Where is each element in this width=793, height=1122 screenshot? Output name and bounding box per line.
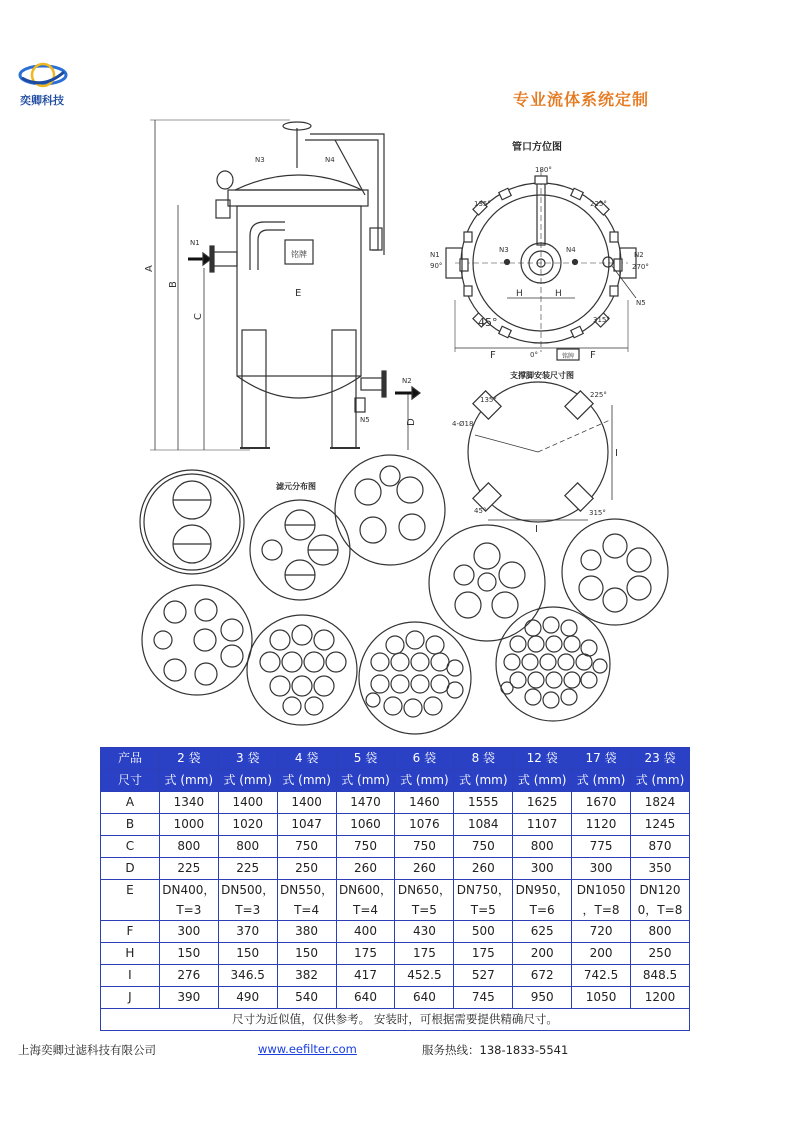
logo-text: 奕卿科技 — [20, 94, 64, 107]
table-cell — [631, 880, 690, 921]
leg-angle-45: 45° — [474, 507, 487, 515]
header-slogan: 专业流体系统定制 — [513, 90, 650, 109]
table-cell: 745 — [454, 987, 513, 1009]
header-cell: 式 (mm) — [454, 770, 513, 792]
angle-45: 45° — [478, 316, 498, 329]
table-cell: 150 — [218, 943, 277, 965]
header-cell: 5 袋 — [336, 748, 395, 770]
footer-website-link[interactable]: www.eefilter.com — [258, 1042, 357, 1056]
table-cell: 775 — [572, 836, 631, 858]
dim-i-horizontal: I — [535, 524, 538, 535]
leg-installation-view — [452, 370, 618, 535]
table-cell: 1824 — [631, 792, 690, 814]
table-cell: 800 — [159, 836, 218, 858]
table-cell: I — [101, 965, 160, 987]
table-cell: F — [101, 921, 160, 943]
table-cell: 1060 — [336, 814, 395, 836]
table-cell: 1670 — [572, 792, 631, 814]
nozzle-n2: N2 — [634, 251, 644, 259]
label-n1: N1 — [190, 239, 200, 247]
angle-180: 180° — [535, 166, 552, 174]
table-cell — [572, 880, 631, 921]
dim-h-left: H — [516, 289, 523, 299]
table-cell: 175 — [395, 943, 454, 965]
table-cell: B — [101, 814, 160, 836]
table-cell-line: T=5 — [411, 903, 437, 917]
table-row — [101, 943, 690, 965]
dim-i-vertical: I — [615, 448, 618, 459]
table-cell: 390 — [159, 987, 218, 1009]
table-cell: 1400 — [277, 792, 336, 814]
dim-e: E — [295, 288, 302, 299]
angle-270: 270° — [632, 263, 649, 271]
table-cell — [513, 880, 572, 921]
table-cell-line: T=3 — [176, 903, 202, 917]
header-cell: 式 (mm) — [572, 770, 631, 792]
table-cell: 1120 — [572, 814, 631, 836]
table-cell-line: ，T=8 — [582, 903, 620, 917]
table-cell: 1555 — [454, 792, 513, 814]
angle-0: 0° — [530, 351, 538, 359]
table-cell: 452.5 — [395, 965, 454, 987]
table-cell: 1050 — [572, 987, 631, 1009]
footer-company: 上海奕卿过滤科技有限公司 — [18, 1043, 156, 1057]
table-cell: 1460 — [395, 792, 454, 814]
table-cell: 1625 — [513, 792, 572, 814]
table-cell: 250 — [277, 858, 336, 880]
table-cell: 400 — [336, 921, 395, 943]
table-cell-line: 0，T=8 — [637, 903, 683, 917]
table-row — [101, 836, 690, 858]
nameplate-label: 铭牌 — [291, 250, 307, 259]
table-cell — [277, 880, 336, 921]
table-row — [101, 792, 690, 814]
table-cell — [336, 880, 395, 921]
table-cell-line: DN1050 — [576, 883, 626, 897]
table-row — [101, 987, 690, 1009]
table-cell: 300 — [159, 921, 218, 943]
table-cell: 1076 — [395, 814, 454, 836]
header-cell: 4 袋 — [277, 748, 336, 770]
table-row — [101, 880, 690, 921]
element-view-title: 滤元分布图 — [276, 482, 316, 491]
table-cell: 870 — [631, 836, 690, 858]
table-cell: 1000 — [159, 814, 218, 836]
table-cell: 848.5 — [631, 965, 690, 987]
table-cell: 1020 — [218, 814, 277, 836]
footer-hotline: 服务热线：138-1833-5541 — [422, 1043, 569, 1057]
dim-h-right: H — [555, 289, 562, 299]
nozzle-orientation-view — [430, 140, 649, 361]
header-cell: 8 袋 — [454, 748, 513, 770]
header-cell: 式 (mm) — [159, 770, 218, 792]
table-cell-line: T=4 — [352, 903, 379, 917]
angle-135: 135° — [474, 200, 491, 208]
table-cell: 640 — [395, 987, 454, 1009]
table-cell: 150 — [159, 943, 218, 965]
table-cell-line: T=3 — [235, 903, 261, 917]
nozzle-n4: N4 — [566, 246, 576, 254]
table-note: 尺寸为近似值，仅供参考。 安装时，可根据需要提供精确尺寸。 — [101, 1009, 690, 1031]
table-cell-line: DN600， — [338, 883, 393, 897]
table-cell: 276 — [159, 965, 218, 987]
table-cell: 800 — [513, 836, 572, 858]
table-cell: 380 — [277, 921, 336, 943]
table-cell: 1340 — [159, 792, 218, 814]
table-cell: J — [101, 987, 160, 1009]
header-cell: 17 袋 — [572, 748, 631, 770]
table-row — [101, 858, 690, 880]
table-cell-line: DN500， — [221, 883, 275, 897]
table-cell-line: DN950， — [515, 883, 569, 897]
leg-angle-225: 225° — [590, 391, 607, 399]
table-cell: 300 — [513, 858, 572, 880]
table-cell: 150 — [277, 943, 336, 965]
table-cell: 1470 — [336, 792, 395, 814]
label-n4: N4 — [325, 156, 335, 164]
table-cell-line: DN650， — [397, 883, 451, 897]
table-cell: 1245 — [631, 814, 690, 836]
header-cell: 6 袋 — [395, 748, 454, 770]
table-cell: 430 — [395, 921, 454, 943]
table-header-row — [101, 748, 690, 770]
label-n3: N3 — [255, 156, 265, 164]
header-cell: 式 (mm) — [277, 770, 336, 792]
table-cell: 720 — [572, 921, 631, 943]
table-cell: 200 — [572, 943, 631, 965]
table-cell: 750 — [277, 836, 336, 858]
table-cell: C — [101, 836, 160, 858]
table-cell — [101, 880, 160, 921]
table-cell: 417 — [336, 965, 395, 987]
table-cell — [218, 880, 277, 921]
table-cell: 1400 — [218, 792, 277, 814]
table-cell — [159, 880, 218, 921]
spec-table — [100, 747, 690, 1031]
table-cell-line: T=6 — [529, 903, 555, 917]
table-cell-line: DN750， — [456, 883, 510, 897]
table-cell: 260 — [395, 858, 454, 880]
table-cell: 250 — [631, 943, 690, 965]
table-cell: 370 — [218, 921, 277, 943]
leg-angle-135: 135° — [480, 396, 497, 404]
table-cell: 175 — [454, 943, 513, 965]
table-cell: 750 — [336, 836, 395, 858]
table-cell: 527 — [454, 965, 513, 987]
dim-d: D — [406, 418, 417, 426]
label-n5: N5 — [360, 416, 370, 424]
header-cell: 3 袋 — [218, 748, 277, 770]
nozzle-n1: N1 — [430, 251, 440, 259]
angle-225: 225° — [590, 200, 607, 208]
elevation-view — [144, 120, 420, 450]
table-cell: 1047 — [277, 814, 336, 836]
table-cell: 346.5 — [218, 965, 277, 987]
table-cell: 300 — [572, 858, 631, 880]
dim-f-left: F — [490, 350, 496, 361]
header-cell: 式 (mm) — [395, 770, 454, 792]
leg-hole-spec: 4-Ø18 — [452, 420, 474, 428]
angle-90: 90° — [430, 262, 443, 270]
table-cell: 225 — [159, 858, 218, 880]
table-cell-line: T=5 — [470, 903, 496, 917]
table-cell-line: DN400， — [162, 883, 216, 897]
table-cell — [454, 880, 513, 921]
table-cell: A — [101, 792, 160, 814]
table-note-row — [101, 1009, 690, 1031]
table-cell-line: E — [126, 883, 134, 897]
table-cell: 225 — [218, 858, 277, 880]
header-cell: 尺寸 — [101, 770, 160, 792]
dim-b: B — [168, 281, 179, 288]
table-cell: 800 — [218, 836, 277, 858]
dim-f-right: F — [590, 350, 596, 361]
table-cell: H — [101, 943, 160, 965]
header-cell: 12 袋 — [513, 748, 572, 770]
table-cell: 625 — [513, 921, 572, 943]
table-cell: 540 — [277, 987, 336, 1009]
dim-c: C — [193, 313, 204, 320]
table-cell-line: DN120 — [639, 883, 681, 897]
nozzle-nameplate-label: 铭牌 — [561, 353, 575, 360]
table-cell: 200 — [513, 943, 572, 965]
table-cell: D — [101, 858, 160, 880]
table-cell: 1200 — [631, 987, 690, 1009]
header-cell: 产品 — [101, 748, 160, 770]
leg-angle-315: 315° — [589, 509, 606, 517]
table-cell: 1084 — [454, 814, 513, 836]
table-cell-line — [101, 900, 159, 920]
table-cell: 175 — [336, 943, 395, 965]
angle-315: 315° — [593, 316, 610, 324]
table-cell: 672 — [513, 965, 572, 987]
dim-a: A — [144, 265, 155, 272]
table-row — [101, 965, 690, 987]
table-row — [101, 921, 690, 943]
header-cell: 式 (mm) — [631, 770, 690, 792]
table-cell-line: DN550， — [280, 883, 334, 897]
table-cell: 382 — [277, 965, 336, 987]
nozzle-n5: N5 — [636, 299, 646, 307]
table-cell: 950 — [513, 987, 572, 1009]
table-cell: 750 — [395, 836, 454, 858]
header-cell: 式 (mm) — [336, 770, 395, 792]
table-cell: 800 — [631, 921, 690, 943]
leg-view-title: 支撑脚安装尺寸图 — [510, 371, 574, 380]
table-cell: 260 — [454, 858, 513, 880]
header-cell: 2 袋 — [159, 748, 218, 770]
header-cell: 式 (mm) — [218, 770, 277, 792]
table-row — [101, 814, 690, 836]
nozzle-n3: N3 — [499, 246, 509, 254]
table-cell: 490 — [218, 987, 277, 1009]
table-cell: 260 — [336, 858, 395, 880]
table-cell: 350 — [631, 858, 690, 880]
table-header-row — [101, 770, 690, 792]
table-cell: 1107 — [513, 814, 572, 836]
table-cell: 500 — [454, 921, 513, 943]
header-cell: 式 (mm) — [513, 770, 572, 792]
table-cell: 640 — [336, 987, 395, 1009]
table-cell — [395, 880, 454, 921]
table-cell: 742.5 — [572, 965, 631, 987]
header-cell: 23 袋 — [631, 748, 690, 770]
label-n2: N2 — [402, 377, 412, 385]
nozzle-view-title: 管口方位图 — [512, 142, 562, 153]
table-cell-line: T=4 — [294, 903, 320, 917]
table-cell: 750 — [454, 836, 513, 858]
